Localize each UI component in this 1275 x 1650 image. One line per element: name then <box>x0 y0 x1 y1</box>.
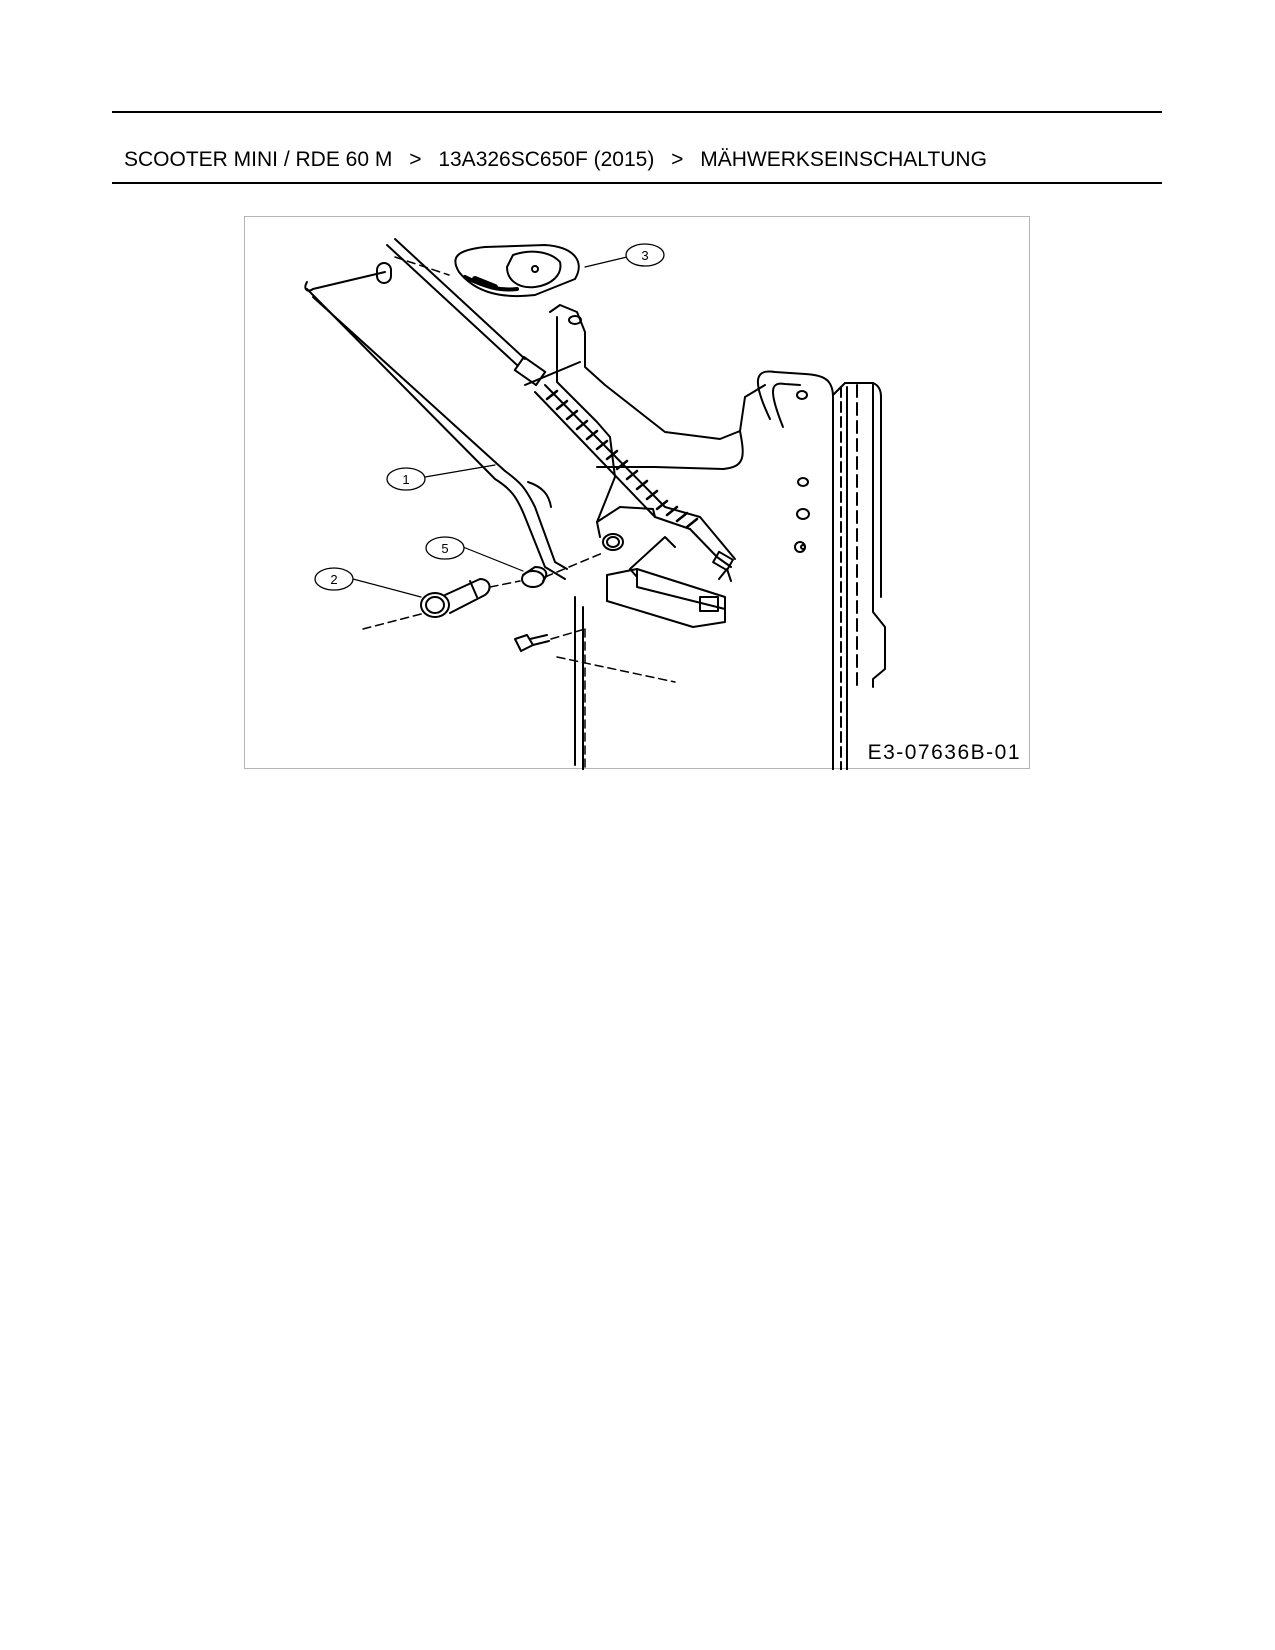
callout-2-label: 2 <box>330 572 338 587</box>
callout-5 <box>426 537 464 559</box>
callout-3-label: 3 <box>641 248 649 263</box>
callout-3 <box>626 244 664 266</box>
breadcrumb-section: MÄHWERKSEINSCHALTUNG <box>700 148 987 171</box>
callout-layer <box>245 217 1031 770</box>
breadcrumb-separator: > <box>671 148 684 171</box>
callout-1-label: 1 <box>402 472 410 487</box>
breadcrumb-item-number-link[interactable]: 13A326SC650F (2015) <box>438 148 655 171</box>
breadcrumb-model-link[interactable]: SCOOTER MINI / RDE 60 M <box>124 148 393 171</box>
breadcrumb-separator: > <box>409 148 422 171</box>
exploded-parts-diagram <box>244 216 1030 769</box>
callout-2 <box>315 568 353 590</box>
callout-1 <box>387 468 425 490</box>
header-rule-bottom <box>112 182 1162 184</box>
drawing-code: E3-07636B-01 <box>867 741 1021 764</box>
header-rule-top <box>112 111 1162 113</box>
breadcrumb <box>124 148 987 172</box>
callout-5-label: 5 <box>441 541 449 556</box>
